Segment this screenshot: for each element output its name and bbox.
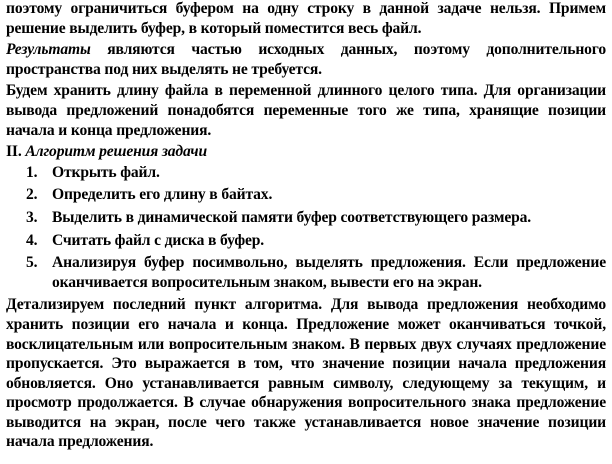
results-text: являются частью исходных данных, поэтому дополнительного пространства под них выделять не требуется.: [6, 41, 606, 78]
list-item: [6, 253, 606, 292]
section-number: II.: [6, 143, 26, 161]
results-paragraph: [6, 40, 606, 79]
step-number: 3.: [26, 208, 38, 226]
details-paragraph: Детализируем последний пункт алгоритма. Для вывода предложения необходимо хранить позиции его начала и конца. Предложение может оканчиваться точкой, восклицательным или вопросительным знаком. В первых двух случаях предложение пропускается. Это выражается в том, что значение позиции начала предложения обновляется. Оно устанавливается равным символу, следующему за текущим, и просмотр продолжается. В случае обнаружения вопросительного знака предложение выводится на экран, после чего также устанавливается новое значение позиции начала предложения.: [6, 296, 606, 451]
results-term: Результаты: [6, 41, 91, 59]
step-number: 2.: [26, 186, 38, 204]
step-text: Считать файл с диска в буфер.: [52, 231, 265, 249]
step-number: 5.: [26, 254, 38, 272]
step-text: Анализируя буфер посимвольно, выделять предложения. Если предложение оканчивается вопросительным знаком, вывести его на экран.: [52, 254, 606, 291]
step-number: 1.: [26, 163, 38, 181]
section-title: Алгоритм решения задачи: [25, 143, 207, 161]
step-text: Определить его длину в байтах.: [52, 186, 273, 204]
list-item: [6, 185, 606, 205]
section-heading: [6, 142, 606, 162]
step-number: 4.: [26, 231, 38, 249]
intro-paragraph: поэтому ограничиться буфером на одну строку в данной задаче нельзя. Примем решение выделить буфер, в который поместится весь файл.: [6, 0, 606, 37]
list-item: [6, 163, 606, 183]
list-item: [6, 208, 606, 228]
step-text: Выделить в динамической памяти буфер соответствующего размера.: [52, 208, 532, 226]
algorithm-steps-list: [6, 163, 606, 293]
document-page: [6, 0, 606, 454]
storage-paragraph: Будем хранить длину файла в переменной длинного целого типа. Для организации вывода предложений понадобятся переменные того же типа, хранящие позиции начала и конца предложения.: [6, 82, 606, 139]
step-text: Открыть файл.: [52, 163, 160, 181]
list-item: [6, 231, 606, 251]
